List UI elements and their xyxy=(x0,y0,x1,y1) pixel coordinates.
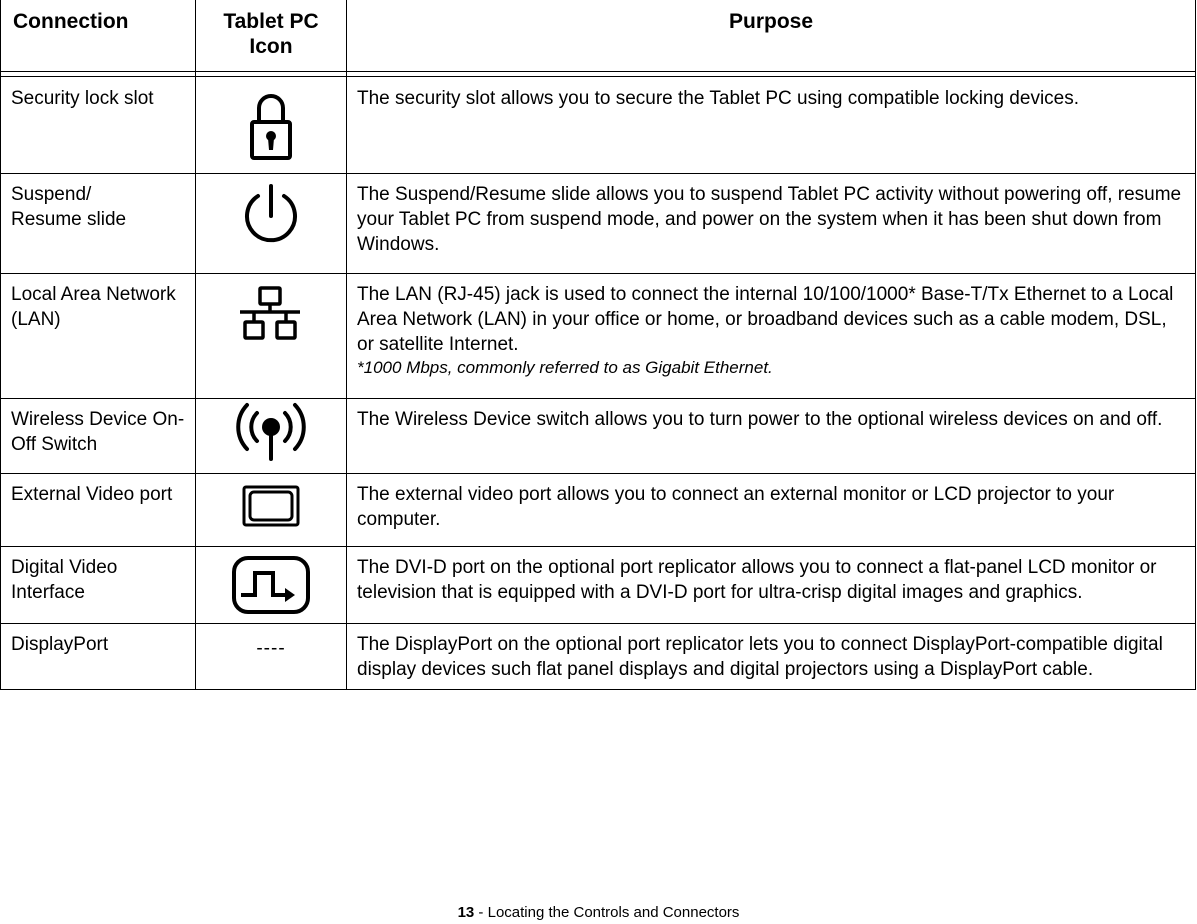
footer-section-title: - Locating the Controls and Connectors xyxy=(474,904,740,921)
connection-label: Digital Video Interface xyxy=(1,547,196,623)
power-icon xyxy=(240,182,302,248)
table-row xyxy=(1,399,1195,474)
purpose-text: The Suspend/Resume slide allows you to suspend Tablet PC activity without powering off, resume your Tablet PC from suspend mode, and power on the system when it has been shut down from Windows. xyxy=(357,184,1182,255)
icon-cell xyxy=(196,624,347,689)
table-row xyxy=(1,78,1195,174)
table-row xyxy=(1,274,1195,399)
table-header xyxy=(1,0,1195,78)
connection-label-line2: Resume slide xyxy=(11,209,127,230)
header-purpose: Purpose xyxy=(728,10,814,33)
network-icon xyxy=(238,282,304,348)
header-divider-bottom xyxy=(1,76,1195,77)
icon-cell xyxy=(196,399,347,473)
header-icon: Tablet PC Icon xyxy=(196,0,347,78)
header-divider-top xyxy=(1,71,1195,72)
purpose-text: The DisplayPort on the optional port replicator lets you to connect DisplayPort-compatible digital display devices such flat panel displays and digital projectors using a DisplayPort cable. xyxy=(357,634,1163,680)
connection-label: Security lock slot xyxy=(1,78,196,173)
purpose-text: The Wireless Device switch allows you to turn power to the optional wireless devices on and off. xyxy=(357,409,1163,430)
connection-label xyxy=(1,174,196,273)
dvi-icon xyxy=(231,555,311,615)
page-number: 13 xyxy=(457,904,475,921)
connection-label: Wireless Device On-Off Switch xyxy=(1,399,196,473)
connection-label: Local Area Network (LAN) xyxy=(1,274,196,398)
icon-cell xyxy=(196,78,347,173)
connection-label-line1: Suspend/ xyxy=(11,184,92,205)
icon-cell xyxy=(196,274,347,398)
table-row xyxy=(1,624,1195,690)
icon-cell xyxy=(196,547,347,623)
table-row xyxy=(1,547,1195,624)
lock-icon xyxy=(247,86,295,160)
no-icon-placeholder: ---- xyxy=(256,638,286,659)
purpose-text: The DVI-D port on the optional port replicator allows you to connect a flat-panel LCD monitor or television that is equipped with a DVI-D port for ultra-crisp digital images and graphics. xyxy=(357,557,1157,603)
purpose-cell xyxy=(347,274,1195,398)
icon-cell xyxy=(196,474,347,546)
purpose-text: The security slot allows you to secure the Tablet PC using compatible locking devices. xyxy=(357,88,1080,109)
purpose-text: The LAN (RJ-45) jack is used to connect the internal 10/100/1000* Base-T/Tx Ethernet to a Local Area Network (LAN) in your office or home, or broadband devices such as a cable modem, DSL, or satellite Internet. xyxy=(357,284,1174,355)
table-row xyxy=(1,174,1195,274)
icon-cell xyxy=(196,174,347,273)
monitor-icon xyxy=(241,484,301,528)
header-connection: Connection xyxy=(1,0,196,78)
table-row xyxy=(1,474,1195,547)
purpose-footnote: *1000 Mbps, commonly referred to as Gigabit Ethernet. xyxy=(357,358,773,377)
purpose-text: The external video port allows you to connect an external monitor or LCD projector to your computer. xyxy=(357,484,1115,530)
page-footer xyxy=(0,904,1197,922)
wireless-icon xyxy=(235,401,307,463)
connection-label: DisplayPort xyxy=(1,624,196,689)
connection-label: External Video port xyxy=(1,474,196,546)
